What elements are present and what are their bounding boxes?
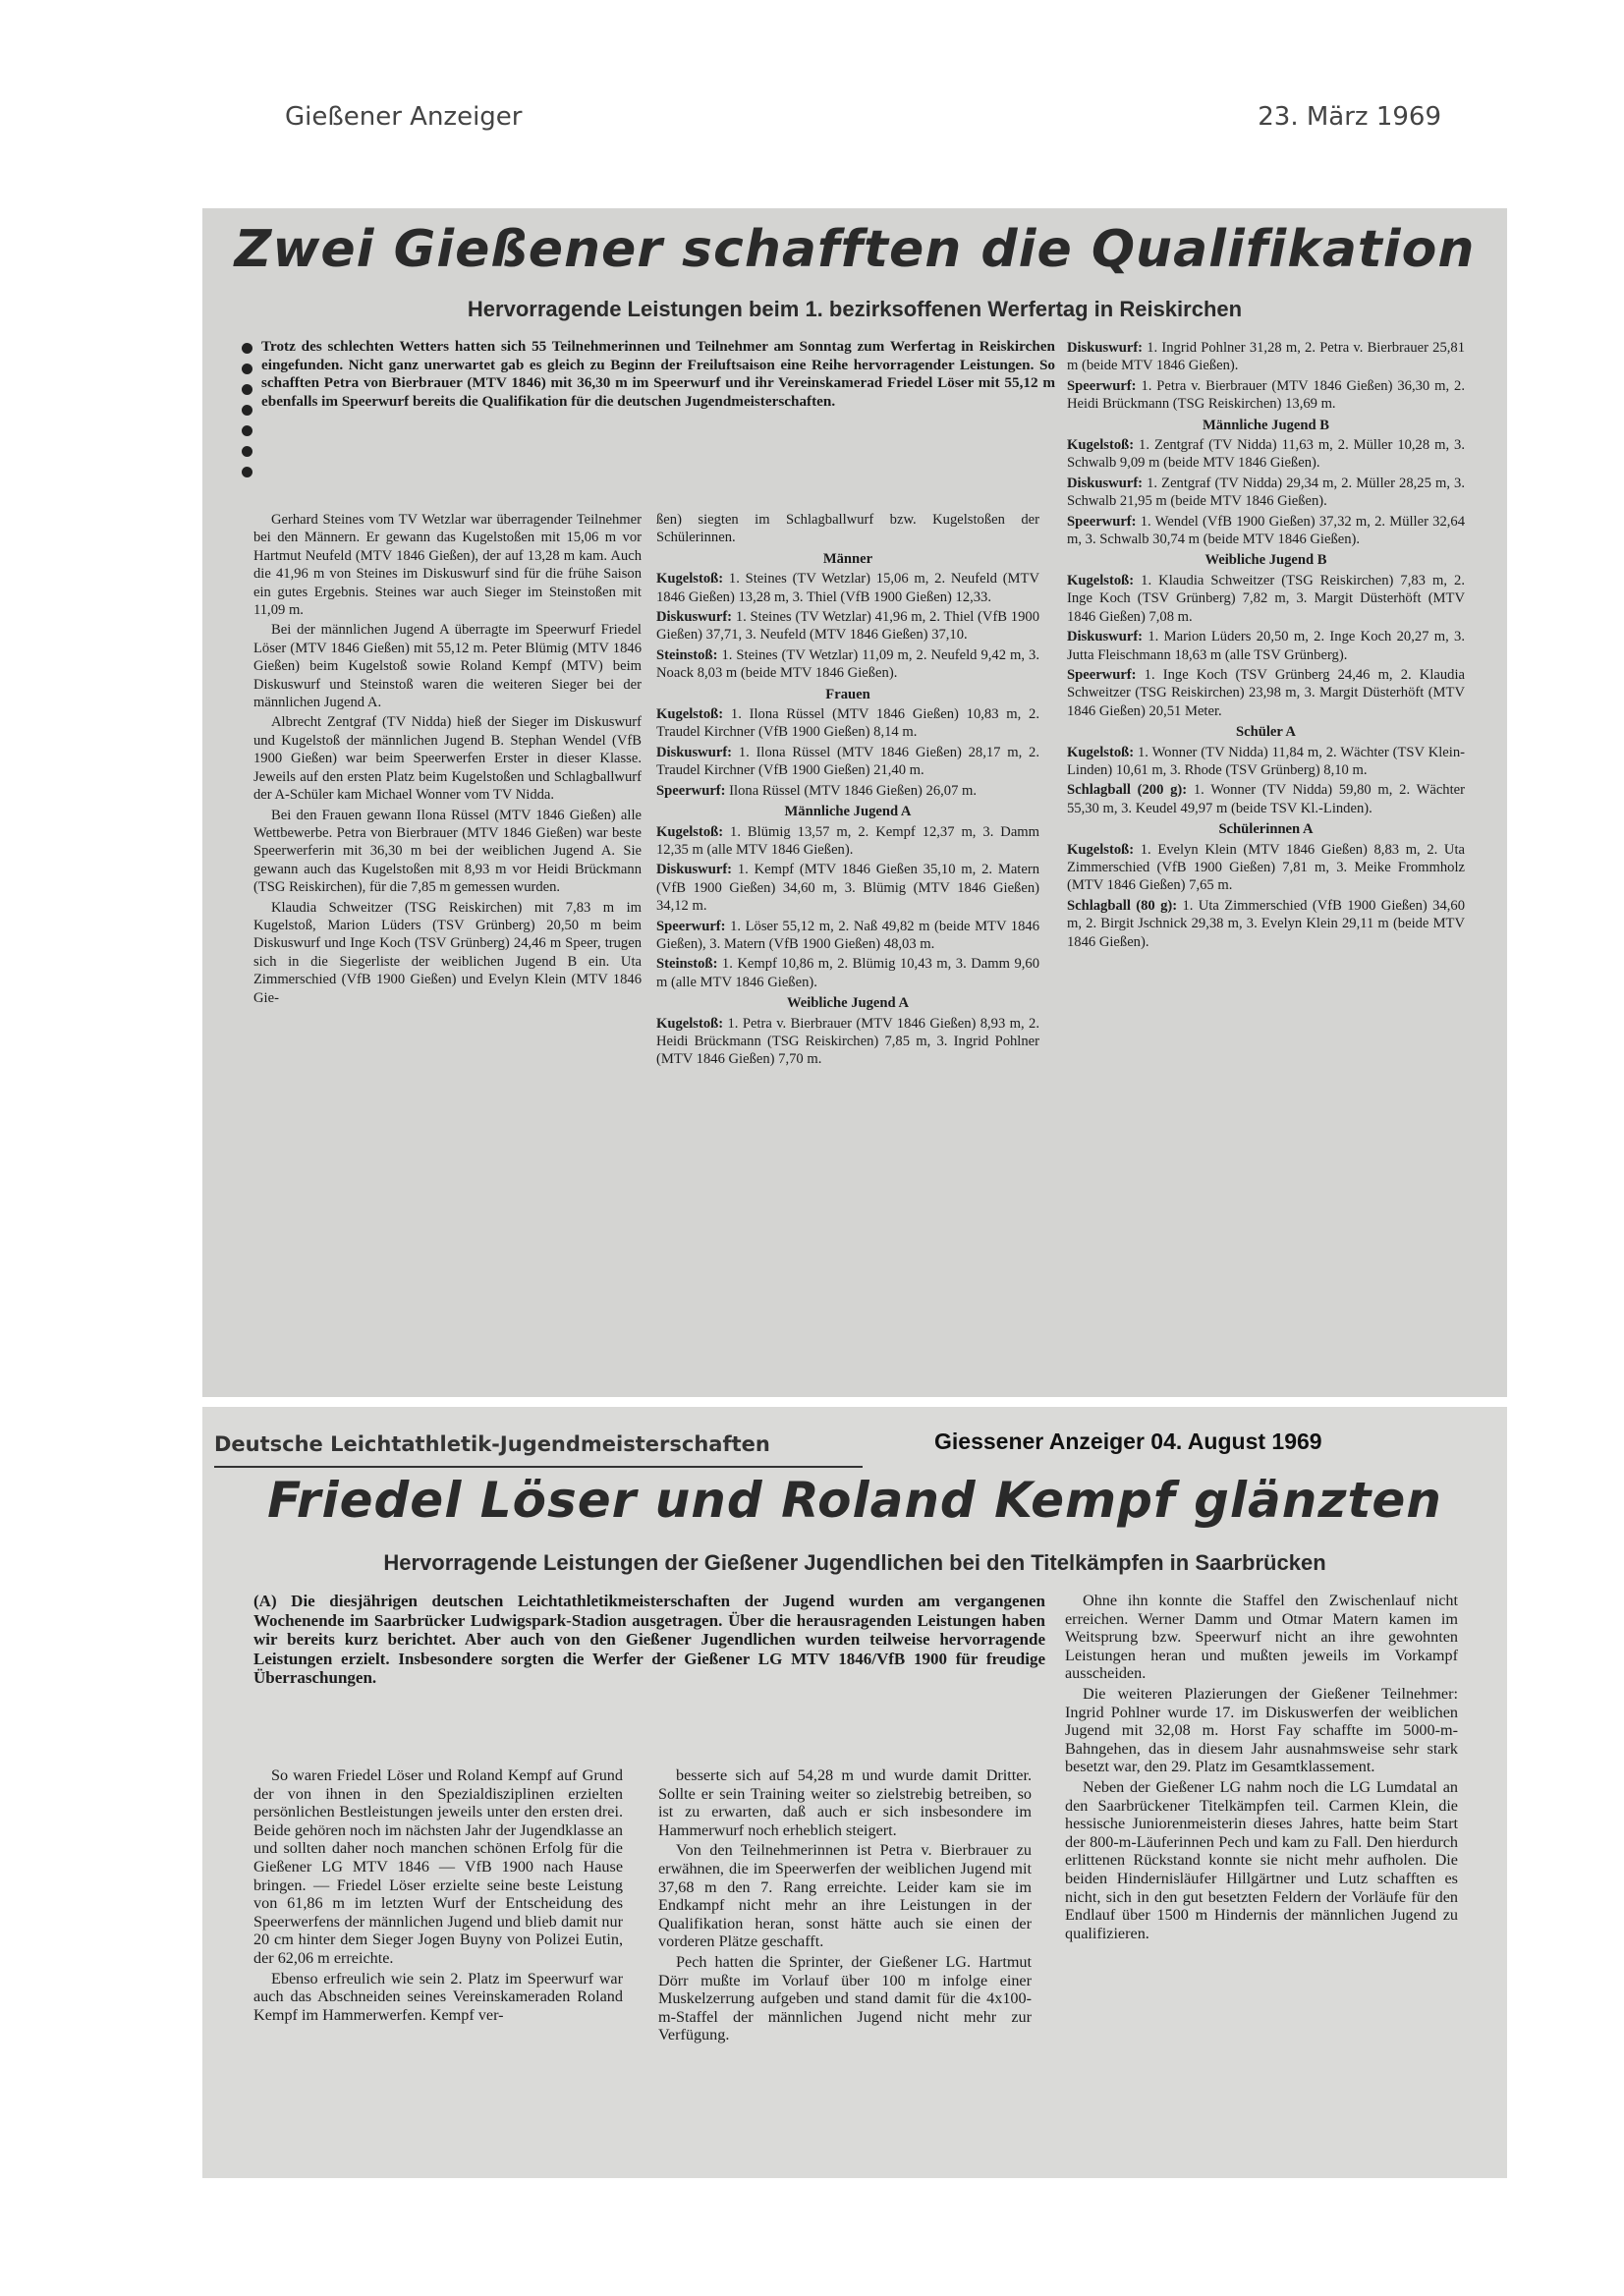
result-entry: [1067, 628, 1465, 664]
paragraph: Ebenso erfreulich wie sein 2. Platz im Speerwurf war auch das Abschneiden seines Vereinskameraden Roland Kempf im Hammerwerfen. Kempf ver-: [253, 1969, 623, 2024]
result-entry: [656, 1015, 1039, 1069]
event-name: Diskuswurf:: [656, 862, 733, 878]
event-name: Speerwurf:: [656, 918, 726, 934]
event-name: Kugelstoß:: [656, 706, 724, 723]
section-heading: Weibliche Jugend A: [786, 995, 910, 1012]
result-text: 1. Marion Lüders 20,50 m, 2. Inge Koch 20,27 m, 3. Jutta Fleischmann 18,63 m (alle TSV Grünberg).: [1067, 629, 1465, 663]
section-heading: Männer: [822, 550, 873, 567]
event-name: Diskuswurf:: [1067, 629, 1144, 645]
article-subheadline: Hervorragende Leistungen beim 1. bezirksoffenen Werfertag in Reiskirchen: [467, 297, 1243, 321]
article-source-date: Giessener Anzeiger 04. August 1969: [934, 1428, 1322, 1454]
article-column-2: [656, 511, 1039, 1071]
paragraph: besserte sich auf 54,28 m und wurde damit Dritter. Sollte er sein Training weiter so zielstrebig betreiben, so ist zu erwarten, daß auch er sich insbesondere im Hammerwurf noch erheblich steigert.: [658, 1766, 1032, 1839]
article-lead: (A) Die diesjährigen deutschen Leichtathletikmeisterschaften der Jugend wurden am vergangenen Wochenende im Saarbrücker Ludwigspark-Stadion ausgetragen. Über die herausragenden Leistungen haben wir bereits kurz berichtet. Aber auch von den Gießener Jugendlichen wurden teilweise hervorragende Leistungen erzielt. Insbesondere sorgten die Werfer der Gießener LG MTV 1846/VfB 1900 für freudige Überraschungen.: [253, 1592, 1045, 1688]
event-name: Kugelstoß:: [1067, 841, 1135, 858]
paragraph: Von den Teilnehmerinnen ist Petra v. Bierbrauer zu erwähnen, die im Speerwerfen der weiblichen Jugend mit 37,68 m den 7. Rang erreichte. Leider kam sie im Endkampf nicht mehr an ihre Leistungen in der Qualifikation heran, sonst hätte auch sie einen der vorderen Plätze geschafft.: [658, 1841, 1032, 1951]
result-entry: [1067, 841, 1465, 895]
result-entry: [656, 744, 1039, 780]
kicker-underline: [214, 1466, 863, 1468]
event-name: Speerwurf:: [656, 782, 726, 799]
article-headline: Friedel Löser und Roland Kempf glänzten: [267, 1472, 1442, 1529]
paragraph: Bei den Frauen gewann Ilona Rüssel (MTV 1846 Gießen) alle Wettbewerbe. Petra von Bierbrauer (MTV 1846 Gießen) war beste Speerwerferin mit 36,30 m bei der weiblichen Jugend A. Sie gewann auch das Kugelstoßen mit 8,93 m vor Heidi Brückmann (TSG Reiskirchen), für die 7,85 m gemessen wurden.: [253, 807, 642, 896]
result-text: 1. Evelyn Klein (MTV 1846 Gießen) 8,83 m, 2. Uta Zimmerschied (VfB 1900 Gießen) 7,81 m, 3. Meike Frommholz (MTV 1846 Gießen) 7,65 m.: [1067, 841, 1465, 894]
result-entry: [1067, 666, 1465, 720]
result-text: 1. Klaudia Schweitzer (TSG Reiskirchen) 7,83 m, 2. Inge Koch (TSV Grünberg) 7,82 m, 3. Margit Düsterhöft (MTV 1846 Gießen) 7,08 m.: [1067, 572, 1465, 625]
result-entry: [656, 782, 1039, 800]
article-column-1: [253, 1766, 623, 2026]
result-entry: [656, 861, 1039, 915]
result-entry: [656, 955, 1039, 991]
article-lead: Trotz des schlechten Wetters hatten sich 55 Teilnehmerinnen und Teilnehmer am Sonntag zum Werfertag in Reiskirchen eingefunden. Nicht ganz unerwartet gab es gleich zu Beginn der Freiluftsaison eine Reihe hervorragender Leistungen. So schafften Petra von Bierbrauer (MTV 1846) mit 36,30 m im Speerwurf und ihr Vereinskamerad Friedel Löser mit 55,12 m ebenfalls im Speerwurf bereits die Qualifikation für die deutschen Jugendmeisterschaften.: [261, 338, 1055, 410]
date-label: 23. März 1969: [1258, 102, 1441, 132]
result-text: 1. Wendel (VfB 1900 Gießen) 37,32 m, 2. Müller 32,64 m, 3. Schwalb 30,74 m (beide MTV 1846 Gießen).: [1067, 513, 1465, 548]
paragraph: Pech hatten die Sprinter, der Gießener LG. Hartmut Dörr mußte im Vorlauf über 100 m infolge einer Muskelzerrung aufgeben und stand damit für die 4x100-m-Staffel der männlichen Jugend nicht mehr zur Verfügung.: [658, 1952, 1032, 2044]
result-entry: [656, 570, 1039, 606]
event-name: Diskuswurf:: [656, 609, 733, 626]
event-name: Schlagball (200 g):: [1067, 782, 1188, 799]
event-name: Steinstoß:: [656, 646, 718, 663]
event-name: Schlagball (80 g):: [1067, 897, 1178, 914]
article-column-1: [253, 511, 642, 1009]
article-clipping-jugendmeisterschaften: [202, 1407, 1507, 2178]
event-name: Speerwurf:: [1067, 513, 1137, 530]
article-kicker: Deutsche Leichtathletik-Jugendmeisterschaften: [214, 1432, 770, 1456]
paragraph: ßen) siegten im Schlagballwurf bzw. Kugelstoßen der Schülerinnen.: [656, 512, 1039, 546]
article-subheadline: Hervorragende Leistungen der Gießener Jugendlichen bei den Titelkämpfen in Saarbrücken: [383, 1550, 1326, 1575]
result-text: 1. Kempf (MTV 1846 Gießen 35,10 m, 2. Matern (VfB 1900 Gießen) 34,60 m, 3. Blümig (MTV 1846 Gießen) 34,12 m.: [656, 862, 1039, 915]
event-name: Steinstoß:: [656, 956, 718, 973]
result-text: 1. Steines (TV Wetzlar) 11,09 m, 2. Neufeld 9,42 m, 3. Noack 8,03 m (beide MTV 1846 Gießen).: [656, 646, 1039, 682]
section-heading: Schüler A: [1236, 724, 1296, 741]
event-name: Kugelstoß:: [1067, 744, 1135, 760]
paragraph: Neben der Gießener LG nahm noch die LG Lumdatal an den Saarbrückener Titelkämpfen teil. Carmen Klein, die hessische Juniorenmeisterin dieses Jahres, hatte beim Start der 800-m-Läuferinnen Pech und kam zu Fall. Den hierdurch erlittenen Rückstand konnte sie nicht mehr aufholen. Die beiden Hindernisläufer Hillgärtner und Lutz schafften es nicht, sich in den gut besetzten Feldern der Vorläufe für den Endlauf über 1500 m Hindernis der männlichen Jugend zu qualifizieren.: [1065, 1777, 1458, 1942]
article-column-3: [1065, 1592, 1458, 1944]
result-text: 1. Zentgraf (TV Nidda) 11,63 m, 2. Müller 10,28 m, 3. Schwalb 9,09 m (beide MTV 1846 Gießen).: [1067, 437, 1465, 472]
result-text: 1. Uta Zimmerschied (VfB 1900 Gießen) 34,60 m, 2. Birgit Jschnick 29,38 m, 3. Evelyn Klein 29,11 m (beide MTV 1846 Gießen).: [1067, 897, 1465, 950]
result-entry: [1067, 572, 1465, 626]
result-text: 1. Wonner (TV Nidda) 11,84 m, 2. Wächter (TSV Klein-Linden) 10,61 m, 3. Rhode (TSV Grünberg) 8,10 m.: [1067, 744, 1465, 778]
result-entry: [656, 705, 1039, 742]
section-heading: Männliche Jugend B: [1203, 417, 1329, 433]
paragraph: Die weiteren Plazierungen der Gießener Teilnehmer: Ingrid Pohlner wurde 17. im Diskuswerfen der weiblichen Jugend mit 32,08 m. Horst Fay schaffte im 5000-m-Bahngehen, das in diesem Jahr ausnahmsweise sehr stark besetzt war, den 29. Platz im Gesamtklassement.: [1065, 1684, 1458, 1776]
result-text: 1. Petra v. Bierbrauer (MTV 1846 Gießen) 36,30 m, 2. Heidi Brückmann (TSG Reiskirchen) 13,69 m.: [1067, 377, 1465, 413]
event-name: Speerwurf:: [1067, 666, 1137, 683]
result-entry: [1067, 781, 1465, 817]
result-entry: [1067, 436, 1465, 473]
result-text: Ilona Rüssel (MTV 1846 Gießen) 26,07 m.: [725, 782, 978, 799]
result-text: 1. Zentgraf (TV Nidda) 29,34 m, 2. Müller 28,25 m, 3. Schwalb 21,95 m (beide MTV 1846 Gießen).: [1067, 475, 1465, 510]
event-name: Kugelstoß:: [656, 571, 724, 588]
paragraph: Albrecht Zentgraf (TV Nidda) hieß der Sieger im Diskuswurf und Kugelstoß der männlichen Jugend B. Stephan Wendel (VfB 1900 Gießen) war beim Speerwerfen Erster in dieser Klasse. Jeweils auf den ersten Platz beim Kugelstoßen und Schlagballwurf der A-Schüler kam Michael Wonner vom TV Nidda.: [253, 714, 642, 804]
section-heading: Männliche Jugend A: [784, 804, 912, 820]
result-entry: [1067, 897, 1465, 951]
article-column-2: [658, 1766, 1032, 2046]
paragraph: Bei der männlichen Jugend A überragte im Speerwurf Friedel Löser (MTV 1846 Gießen) mit 55,12 m. Peter Blümig (MTV 1846 Gießen) beim Kugelstoß sowie Roland Kempf (MTV) beim Diskuswurf und Steinstoß waren die weiteren Sieger bei der männlichen Jugend A.: [253, 622, 642, 711]
result-entry: [656, 918, 1039, 954]
event-name: Kugelstoß:: [656, 1015, 724, 1032]
result-text: 1. Ingrid Pohlner 31,28 m, 2. Petra v. Bierbrauer 25,81 m (beide MTV 1846 Gießen).: [1067, 340, 1465, 374]
result-text: 1. Inge Koch (TSV Grünberg 24,46 m, 2. Klaudia Schweitzer (TSG Reiskirchen) 23,98 m, 3. Margit Düsterhöft (MTV 1846 Gießen) 20,51 Meter.: [1067, 666, 1465, 719]
newspaper-name: Gießener Anzeiger: [285, 102, 523, 132]
result-entry: [1067, 744, 1465, 780]
result-text: 1. Steines (TV Wetzlar) 41,96 m, 2. Thiel (VfB 1900 Gießen) 37,71, 3. Neufeld (MTV 1846 Gießen) 37,10.: [656, 609, 1039, 644]
result-text: 1. Wonner (TV Nidda) 59,80 m, 2. Wächter 55,30 m, 3. Keudel 49,97 m (beide TSV Kl.-Linden).: [1067, 782, 1465, 816]
event-name: Diskuswurf:: [656, 744, 733, 760]
paragraph: So waren Friedel Löser und Roland Kempf auf Grund der von ihnen in den Spezialdisziplinen erzielten persönlichen Bestleistungen jeweils unter den ersten drei. Beide gehören noch im nächsten Jahr der Jugendklasse an und sollten daher noch manchen schönen Erfolg für die Gießener LG MTV 1846 — VfB 1900 nach Hause bringen. — Friedel Löser erzielte seine beste Leistung von 61,86 m im letzten Wurf der Entscheidung des Speerwerfens der männlichen Jugend und blieb damit nur 20 cm hinter dem Sieger Jogen Buyny von Polizei Eutin, der 62,06 m erreichte.: [253, 1766, 623, 1967]
paragraph: Klaudia Schweitzer (TSG Reiskirchen) mit 7,83 m im Kugelstoß, Marion Lüders (TSV Grünberg) 20,50 m beim Diskuswurf und Inge Koch (TSV Grünberg) 24,46 m Speer, trugen sich in die Siegerliste der weiblichen Jugend B ein. Uta Zimmerschied (VfB 1900 Gießen) und Evelyn Klein (MTV 1846 Gie-: [253, 899, 642, 1006]
section-heading: Frauen: [825, 686, 870, 702]
article-headline: Zwei Gießener schafften die Qualifikation: [234, 220, 1476, 279]
result-text: 1. Steines (TV Wetzlar) 15,06 m, 2. Neufeld (MTV 1846 Gießen) 13,28 m, 3. Thiel (VfB 1900 Gießen) 12,33.: [656, 571, 1039, 605]
paragraph: Gerhard Steines vom TV Wetzlar war überragender Teilnehmer bei den Männern. Er gewann das Kugelstoßen mit 15,06 m vor Hartmut Neufeld (MTV 1846 Gießen), der auf 13,28 m kam. Auch die 41,96 m von Steines im Diskuswurf sind für die frühe Saison ein gutes Ergebnis. Steines war auch Sieger im Steinstoßen mit 11,09 m.: [253, 512, 642, 619]
results-column-3: [1067, 339, 1465, 953]
result-entry: [656, 823, 1039, 860]
result-text: 1. Ilona Rüssel (MTV 1846 Gießen) 28,17 m, 2. Traudel Kirchner (VfB 1900 Gießen) 21,40 m.: [656, 744, 1039, 779]
paragraph: Ohne ihn konnte die Staffel den Zwischenlauf nicht erreichen. Werner Damm und Otmar Matern kamen im Weitsprung bzw. Speerwurf nicht an ihre gewohnten Leistungen heran und mußten jeweils im Vorkampf ausscheiden.: [1065, 1592, 1458, 1683]
result-entry: [656, 608, 1039, 644]
result-text: 1. Kempf 10,86 m, 2. Blümig 10,43 m, 3. Damm 9,60 m (alle MTV 1846 Gießen).: [656, 956, 1039, 990]
result-entry: [1067, 513, 1465, 549]
result-entry: [1067, 339, 1465, 375]
result-entry: [656, 646, 1039, 683]
event-name: Speerwurf:: [1067, 377, 1137, 394]
event-name: Diskuswurf:: [1067, 340, 1144, 356]
event-name: Kugelstoß:: [1067, 437, 1135, 454]
event-name: Kugelstoß:: [656, 823, 724, 840]
result-text: 1. Löser 55,12 m, 2. Naß 49,82 m (beide MTV 1846 Gießen), 3. Matern (VfB 1900 Gießen) 48,03 m.: [656, 918, 1039, 952]
result-text: 1. Ilona Rüssel (MTV 1846 Gießen) 10,83 m, 2. Traudel Kirchner (VfB 1900 Gießen) 8,14 m.: [656, 706, 1039, 741]
event-name: Diskuswurf:: [1067, 475, 1144, 491]
section-heading: Schülerinnen A: [1218, 821, 1314, 838]
event-name: Kugelstoß:: [1067, 572, 1135, 588]
article-clipping-werfertag: [202, 208, 1507, 1397]
result-entry: [1067, 377, 1465, 414]
result-entry: [1067, 475, 1465, 511]
result-text: 1. Blümig 13,57 m, 2. Kempf 12,37 m, 3. Damm 12,35 m (alle MTV 1846 Gießen).: [656, 823, 1039, 858]
result-text: 1. Petra v. Bierbrauer (MTV 1846 Gießen) 8,93 m, 2. Heidi Brückmann (TSG Reiskirchen) 7,85 m, 3. Ingrid Pohlner (MTV 1846 Gießen) 7,70 m.: [656, 1015, 1039, 1068]
lead-bullets: [242, 343, 252, 487]
section-heading: Weibliche Jugend B: [1204, 552, 1327, 569]
